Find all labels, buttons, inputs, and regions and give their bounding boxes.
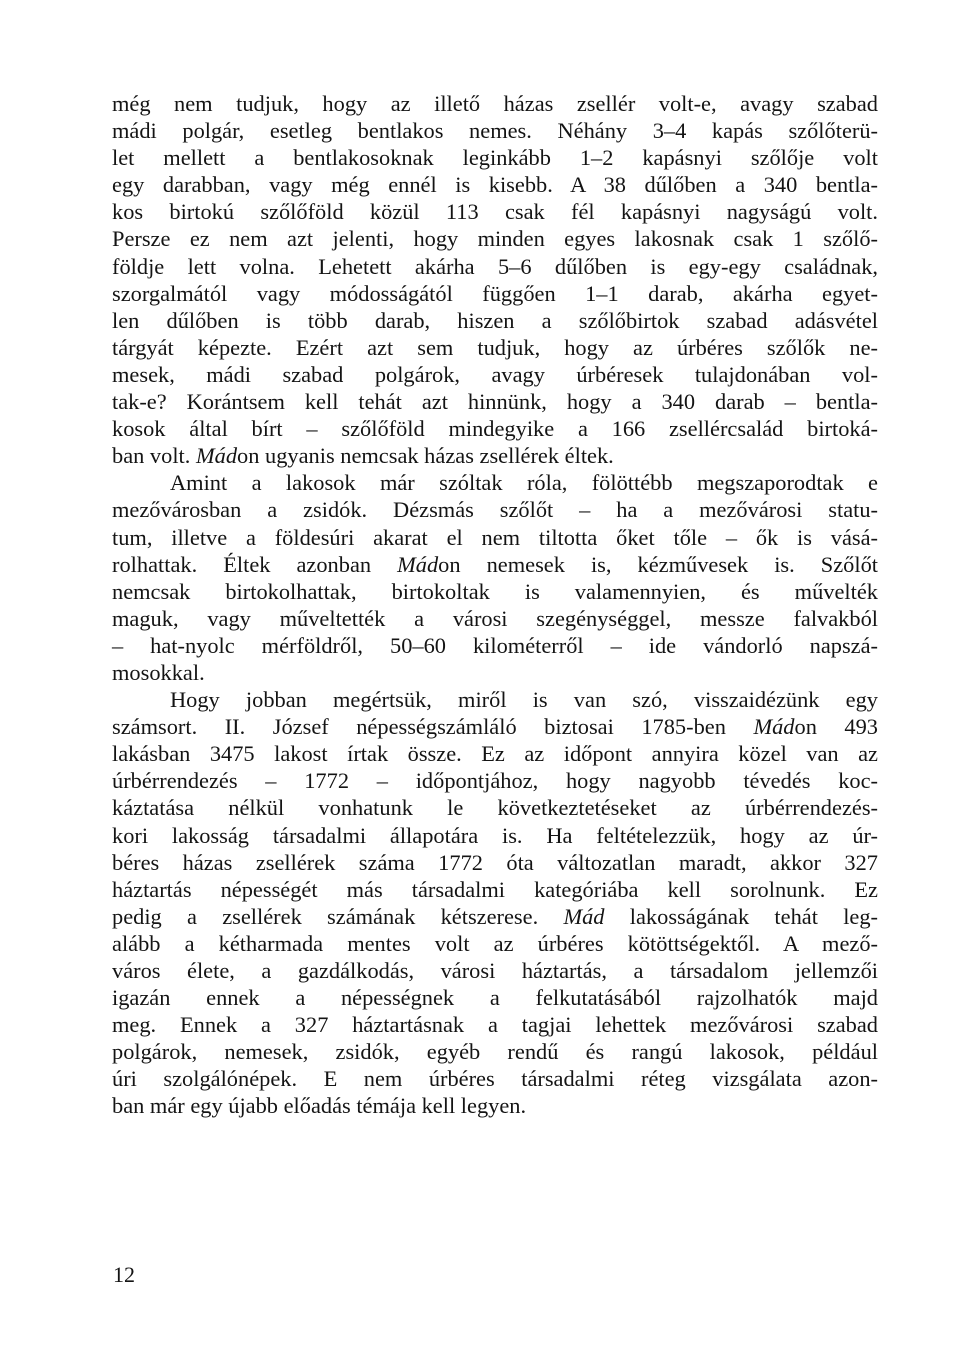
text-segment: béres házas zsellérek száma 1772 óta változatlan maradt, akkor 327 (112, 849, 878, 875)
text-segment: Hogy jobban megértsük, miről is van szó, visszaidézünk egy (170, 687, 878, 713)
text-line (112, 442, 878, 469)
italic-text: Mád (753, 714, 795, 740)
paragraph (112, 469, 878, 686)
text-segment: háztartás népességét más társadalmi kategóriába kell sorolnunk. Ez (112, 876, 878, 902)
text-line (112, 198, 878, 225)
text-segment: Persze ez nem azt jelenti, hogy minden egyes lakosnak csak 1 szőlő- (112, 226, 878, 252)
text-segment: meg. Ennek a 327 háztartásnak a tagjai lehettek mezővárosi szabad (112, 1012, 878, 1038)
text-line (112, 307, 878, 334)
text-line (112, 957, 878, 984)
text-segment: mezővárosban a zsidók. Dézsmás szőlőt – ha a mezővárosi statu- (112, 497, 878, 523)
text-line (112, 524, 878, 551)
text-segment: lakásban 3475 lakost írtak össze. Ez az időpont annyira közel van az (112, 741, 878, 767)
text-line (112, 767, 878, 794)
text-segment: ban már egy újabb előadás témája kell legyen. (112, 1093, 527, 1119)
text-line (112, 551, 878, 578)
text-line (112, 1011, 878, 1038)
text-line (112, 794, 878, 821)
text-segment: alább a kétharmada mentes volt az úrbéres kötöttségektől. A mező- (112, 930, 878, 956)
text-segment: pedig a zsellérek számának kétszerese. (112, 903, 564, 929)
text-segment: káztatása nélkül vonhatunk le következtetéseket az úrbérrendezés- (112, 795, 878, 821)
text-segment: len dűlőben is több darab, hiszen a szőlőbirtok szabad adásvétel (112, 307, 878, 333)
text-line (112, 740, 878, 767)
body-text (112, 90, 878, 1120)
text-line (112, 225, 878, 252)
text-segment: számsort. II. József népességszámláló biztosai 1785-ben (112, 714, 754, 740)
text-segment: város élete, a gazdálkodás, városi háztartás, a társadalom jellemzői (112, 958, 878, 983)
text-segment: ban volt. (112, 443, 196, 469)
text-line (112, 117, 878, 144)
text-line (112, 849, 878, 876)
text-segment: let mellett a bentlakosoknak leginkább 1–2 kapásnyi szőlője volt (112, 145, 878, 171)
text-segment: szorgalmától vagy módosságától függően 1–1 darab, akárha egyet- (112, 280, 878, 306)
text-line (112, 822, 878, 849)
text-segment: on ugyanis nemcsak házas zsellérek éltek. (237, 443, 614, 469)
text-segment: kori lakosság társadalmi állapotára is. Ha feltételezzük, hogy az úr- (112, 822, 878, 848)
text-line (112, 90, 878, 117)
text-segment: mádi polgár, esetleg bentlakos nemes. Néhány 3–4 kapás szőlőterü- (112, 118, 878, 144)
text-segment: rolhattak. Éltek azonban (112, 551, 398, 577)
text-line (112, 930, 878, 957)
text-segment: kos birtokú szőlőföld közül 113 csak fél kapásnyi nagyságú volt. (112, 199, 878, 225)
text-line (112, 144, 878, 171)
text-line (112, 659, 878, 686)
paragraph (112, 90, 878, 469)
text-line (112, 415, 878, 442)
text-segment: – hat-nyolc mérföldről, 50–60 kilométerről – ide vándorló napszá- (112, 632, 878, 658)
italic-text: Mád (397, 551, 439, 577)
text-line (112, 469, 878, 496)
text-segment: on nemesek is, kézművesek is. Szőlőt (438, 551, 878, 577)
paragraph (112, 686, 878, 1120)
text-line (112, 632, 878, 659)
text-segment: tak-e? Korántsem kell tehát azt hinnünk, hogy a 340 darab – bentla- (112, 389, 878, 415)
text-segment: mesek, mádi szabad polgárok, avagy úrbéresek tulajdonában vol- (112, 361, 878, 387)
text-segment: nemcsak birtokolhattak, birtokoltak is valamennyien, és művelték (112, 578, 878, 604)
text-segment: úrbérrendezés – 1772 – időpontjához, hogy nagyobb tévedés koc- (112, 768, 878, 794)
text-segment: Amint a lakosok már szóltak róla, fölöttébb megszaporodtak e (170, 470, 878, 496)
text-line (112, 686, 878, 713)
italic-text: Mád (195, 443, 238, 469)
text-line (112, 361, 878, 388)
text-line (112, 1065, 878, 1092)
text-line (112, 1038, 878, 1065)
text-line (112, 334, 878, 361)
text-segment: úri szolgálónépek. E nem úrbéres társadalmi réteg vizsgálata azon- (112, 1066, 878, 1092)
text-segment: lakosságának tehát leg- (604, 903, 879, 929)
text-line (112, 876, 878, 903)
text-line (112, 280, 878, 307)
text-line (112, 605, 878, 632)
text-segment: egy darabban, vagy még ennél is kisebb. A 38 dűlőben a 340 bentla- (112, 172, 878, 198)
text-segment: mosokkal. (112, 659, 205, 685)
text-segment: on 493 (794, 714, 879, 740)
text-line (112, 388, 878, 415)
text-line (112, 253, 878, 280)
text-segment: még nem tudjuk, hogy az illető házas zsellér volt-e, avagy szabad (112, 91, 878, 116)
text-line (112, 1092, 878, 1119)
text-segment: földje lett volna. Lehetett akárha 5–6 dűlőben is egy-egy családnak, (112, 253, 878, 279)
text-segment: tárgyát képezte. Ezért azt sem tudjuk, hogy az úrbéres szőlők ne- (112, 334, 878, 360)
text-line (112, 496, 878, 523)
text-segment: tum, illetve a földesúri akarat el nem tiltotta őket tőle – ők is vásá- (112, 524, 878, 550)
text-segment: maguk, vagy műveltették a városi szegénységgel, messze falvakból (112, 605, 878, 631)
page-number: 12 (113, 1262, 135, 1287)
text-line (112, 984, 878, 1011)
text-segment: igazán ennek a népességnek a felkutatásából rajzolhatók majd (112, 985, 878, 1011)
text-segment: polgárok, nemesek, zsidók, egyéb rendű és rangú lakosok, például (112, 1039, 878, 1065)
text-line (112, 171, 878, 198)
text-line (112, 713, 878, 740)
italic-text: Mád (563, 903, 605, 929)
text-line (112, 578, 878, 605)
text-line (112, 903, 878, 930)
text-segment: kosok által bírt – szőlőföld mindegyike a 166 zsellércsalád birtoká- (112, 416, 878, 442)
